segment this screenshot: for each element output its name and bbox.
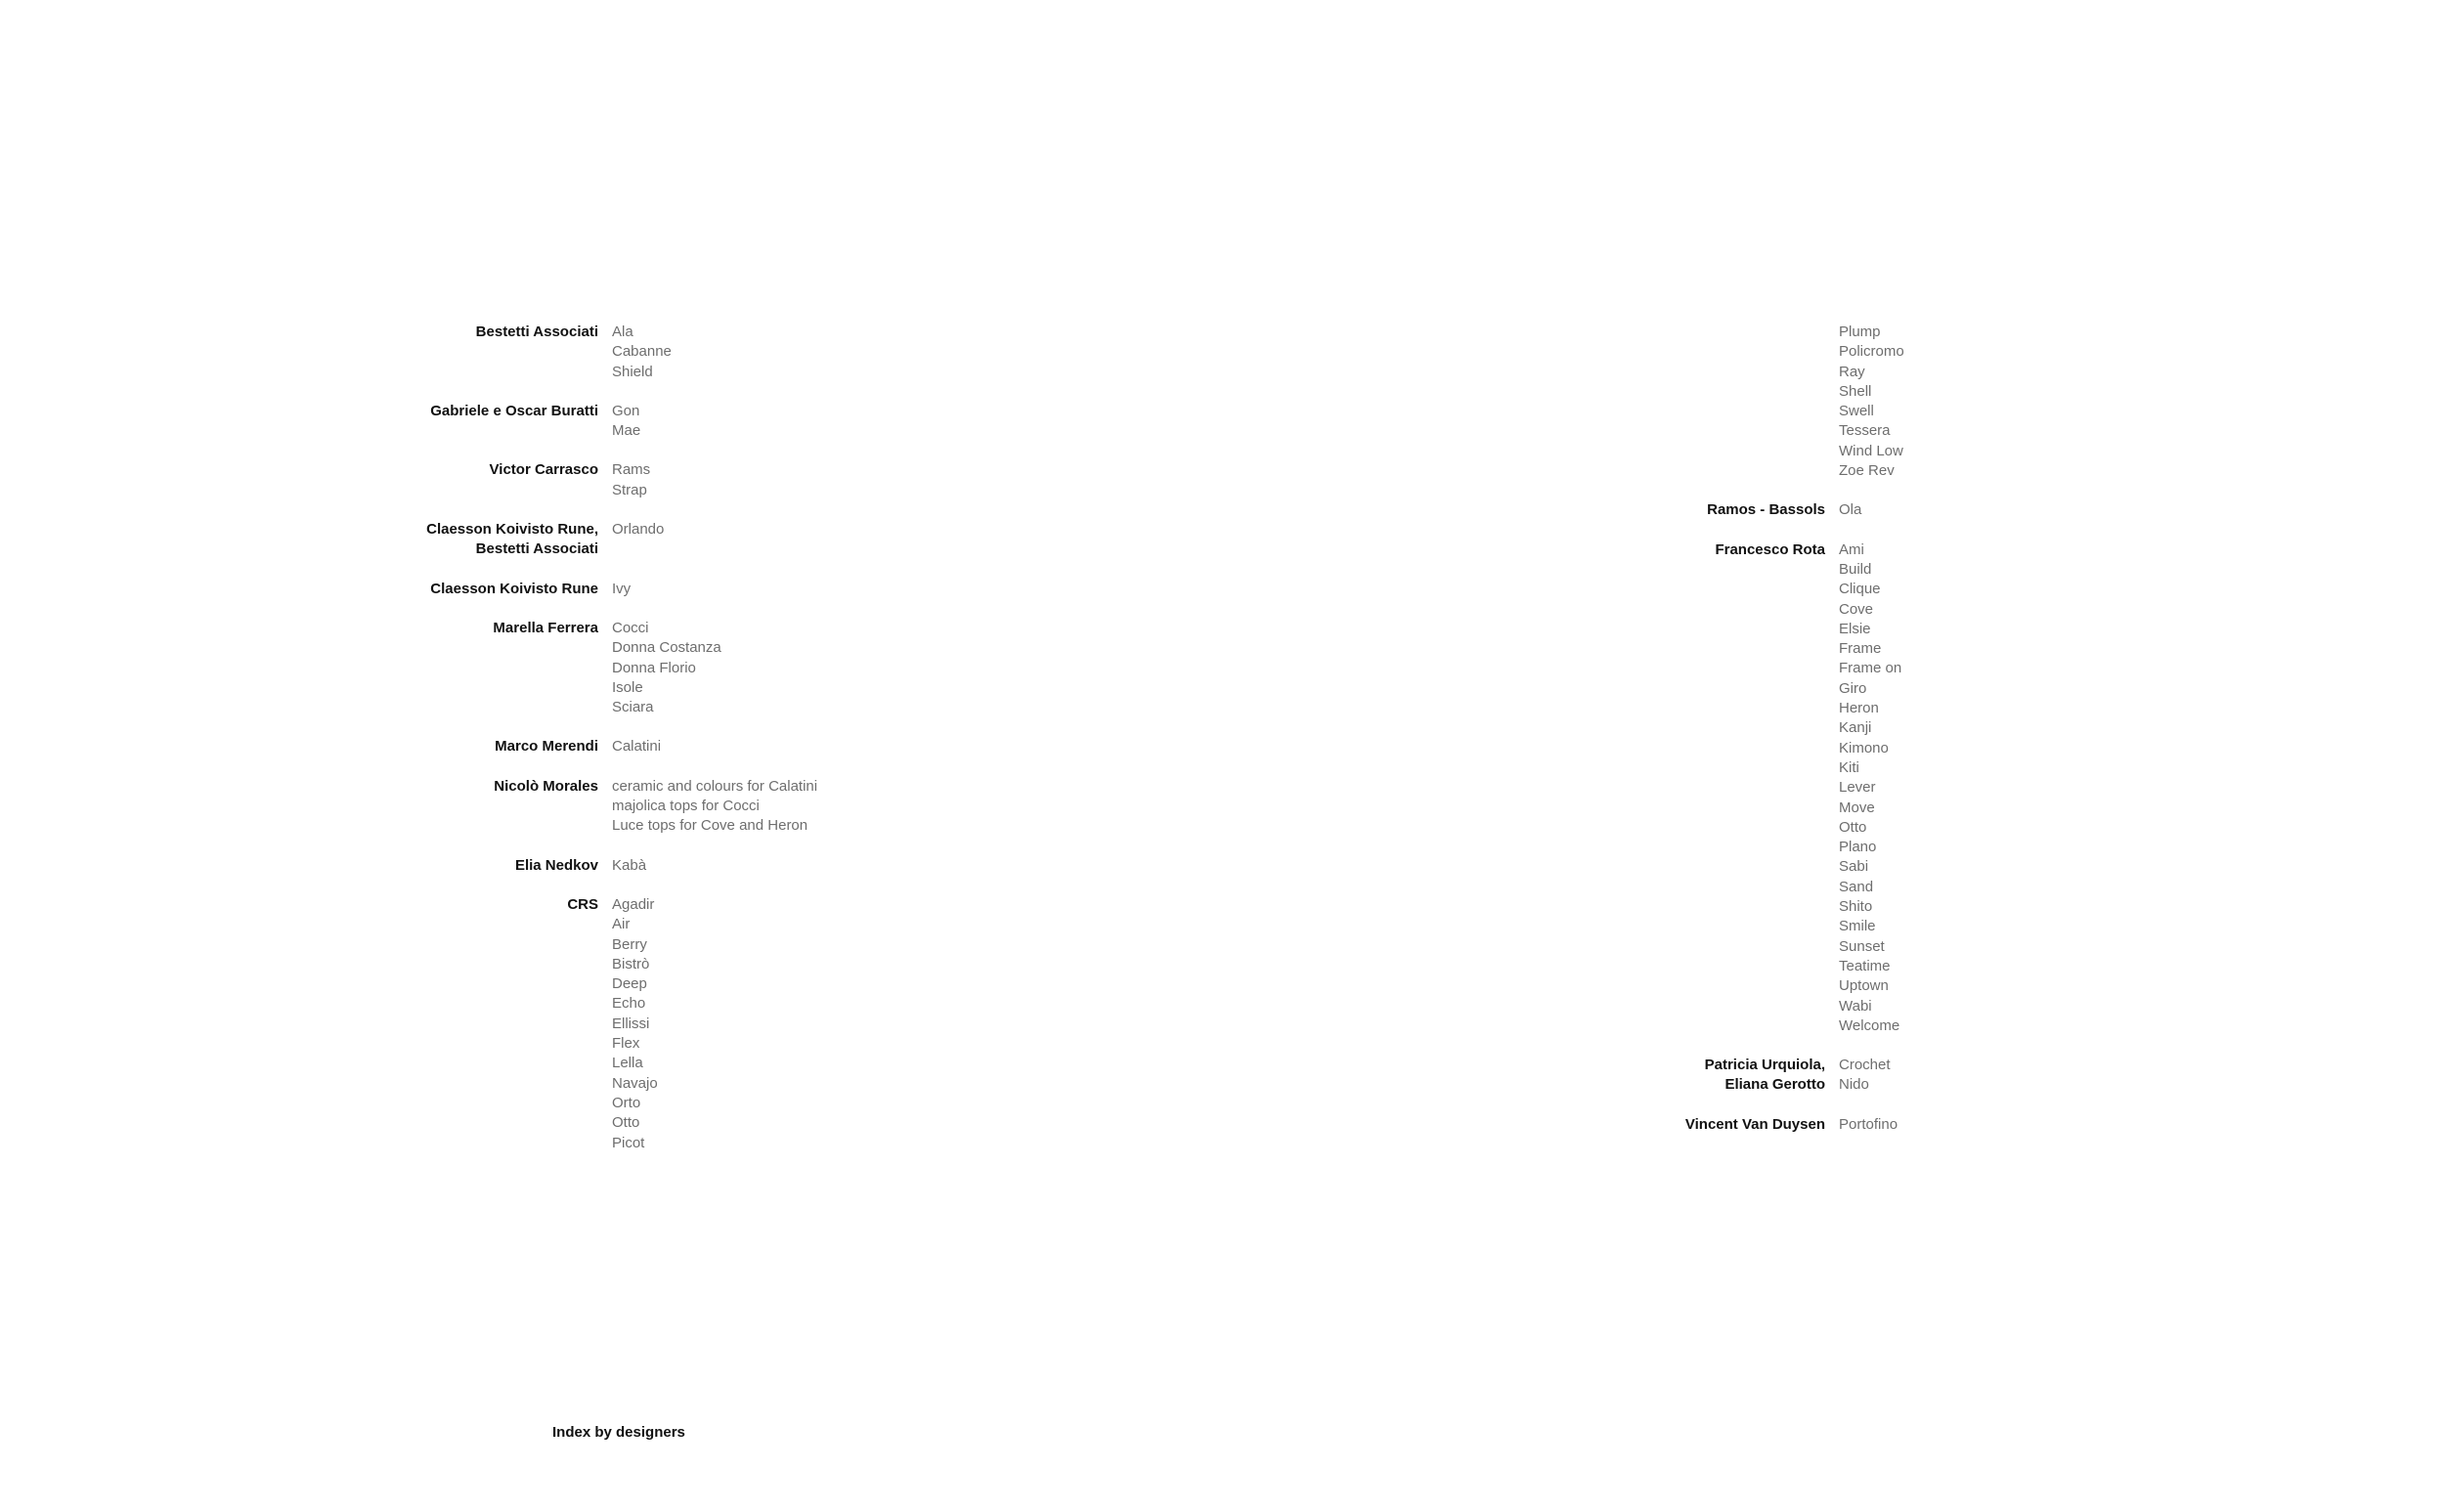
product-list [612, 619, 721, 717]
designer-entry [264, 402, 948, 442]
designer-name: Vincent Van Duysen [1684, 1115, 1825, 1133]
designer-entry [1491, 500, 2175, 520]
product-name: Sciara [612, 699, 654, 716]
product-list [612, 520, 664, 540]
product-name: Cove [1839, 600, 1874, 618]
designer-entry [264, 777, 948, 837]
page-footer-title: Index by designers [552, 1424, 685, 1441]
product-name: Picot [612, 1134, 645, 1151]
product-name: Isole [612, 678, 643, 696]
product-name: Shell [1839, 382, 1872, 400]
product-name: Shield [612, 363, 653, 380]
right-designer-column [1491, 323, 2175, 1154]
product-name: Zoe Rev [1839, 462, 1895, 480]
product-name: Cabanne [612, 343, 672, 361]
product-name: Ola [1839, 501, 1862, 519]
product-name: Welcome [1839, 1016, 1900, 1034]
product-list [1839, 540, 1901, 1036]
product-name: Berry [612, 935, 647, 953]
product-name: Sabi [1839, 858, 1869, 876]
product-name: Ala [612, 324, 633, 340]
designer-entry [264, 856, 948, 876]
product-name: Plano [1839, 839, 1877, 856]
designer-entry [1491, 323, 2175, 481]
product-name: Plump [1839, 324, 1881, 340]
product-list [612, 580, 631, 599]
product-list [612, 856, 646, 876]
product-name: Orlando [612, 521, 665, 539]
product-name: Rams [612, 461, 651, 479]
designer-name: Marco Merendi [495, 738, 598, 756]
designer-name: Francesco Rota [1715, 540, 1825, 558]
product-name: Policromo [1839, 343, 1904, 361]
product-name: Lella [612, 1055, 643, 1072]
product-name: Teatime [1839, 957, 1891, 974]
product-name: Lever [1839, 779, 1876, 797]
designer-name: Bestetti Associati [475, 324, 598, 340]
product-name: Move [1839, 799, 1875, 816]
product-name: Calatini [612, 738, 662, 756]
product-name: Ray [1839, 363, 1865, 380]
product-list [1839, 1115, 1898, 1135]
designer-entry [264, 520, 948, 560]
designer-entry [1491, 540, 2175, 1036]
product-name: Ellissi [612, 1015, 650, 1032]
product-list [612, 737, 661, 756]
product-list [612, 460, 650, 500]
designer-name: Ramos - Bassols [1707, 501, 1825, 519]
product-name: Kimono [1839, 739, 1889, 756]
product-name: Heron [1839, 700, 1879, 717]
designer-name: Elia Nedkov [514, 856, 598, 874]
product-name: Shito [1839, 898, 1873, 916]
product-name: Flex [612, 1035, 640, 1053]
product-name: Giro [1839, 679, 1867, 697]
product-list [612, 777, 817, 837]
product-name: Wind Low [1839, 442, 1903, 459]
product-name: Donna Florio [612, 659, 696, 676]
designer-name: Claesson Koivisto Rune [430, 580, 598, 597]
product-list [1839, 500, 1861, 520]
product-name: Wabi [1839, 997, 1872, 1015]
designer-name: Gabriele e Oscar Buratti [430, 402, 598, 419]
product-name: Orto [612, 1094, 641, 1111]
product-name: Kabà [612, 856, 647, 874]
product-name: Donna Costanza [612, 639, 721, 657]
designer-entry [264, 460, 948, 500]
product-name: Smile [1839, 918, 1876, 935]
product-name: Otto [1839, 818, 1867, 836]
product-name: Otto [612, 1114, 640, 1132]
product-name: ceramic and colours for Calatini [612, 777, 818, 795]
product-name: Nido [1839, 1076, 1869, 1094]
designer-entry [264, 580, 948, 599]
product-name: Frame [1839, 640, 1882, 658]
product-name: Deep [612, 975, 647, 993]
product-name: Tessera [1839, 422, 1891, 440]
product-list [612, 323, 672, 382]
product-name: majolica tops for Cocci [612, 798, 760, 815]
left-designer-column [264, 323, 948, 1173]
product-name: Navajo [612, 1074, 658, 1092]
designer-entry [264, 737, 948, 756]
product-name: Elsie [1839, 620, 1871, 637]
product-name: Bistrò [612, 955, 650, 972]
product-name: Uptown [1839, 977, 1889, 995]
product-name: Air [612, 916, 631, 933]
product-name: Build [1839, 560, 1872, 578]
product-list [612, 402, 640, 442]
product-name: Echo [612, 995, 646, 1013]
designer-name: Claesson Koivisto Rune, Bestetti Associati [426, 521, 598, 558]
product-name: Ivy [612, 580, 632, 597]
designer-name: CRS [567, 895, 598, 913]
product-name: Portofino [1839, 1115, 1898, 1133]
product-name: Crochet [1839, 1057, 1891, 1074]
product-list [1839, 323, 1904, 481]
designer-name: Victor Carrasco [489, 461, 598, 479]
designer-entry [264, 895, 948, 1153]
designer-name: Nicolò Morales [494, 777, 598, 795]
product-list [1839, 1056, 1891, 1096]
product-name: Frame on [1839, 660, 1902, 677]
product-name: Strap [612, 481, 647, 498]
designer-entry [264, 619, 948, 717]
product-name: Mae [612, 422, 641, 440]
designer-entry [264, 323, 948, 382]
designer-name: Marella Ferrera [493, 619, 598, 636]
product-name: Kiti [1839, 758, 1859, 776]
product-name: Agadir [612, 895, 655, 913]
designer-entry [1491, 1056, 2175, 1096]
product-name: Kanji [1839, 719, 1872, 737]
product-name: Sunset [1839, 937, 1885, 955]
designer-entry [1491, 1115, 2175, 1135]
product-list [612, 895, 658, 1153]
product-name: Gon [612, 402, 640, 419]
product-name: Clique [1839, 581, 1881, 598]
product-name: Luce tops for Cove and Heron [612, 817, 808, 835]
product-name: Ami [1839, 540, 1864, 558]
product-name: Cocci [612, 619, 649, 636]
product-name: Swell [1839, 403, 1874, 420]
designer-name: Patricia Urquiola, Eliana Gerotto [1704, 1057, 1825, 1094]
product-name: Sand [1839, 878, 1874, 895]
